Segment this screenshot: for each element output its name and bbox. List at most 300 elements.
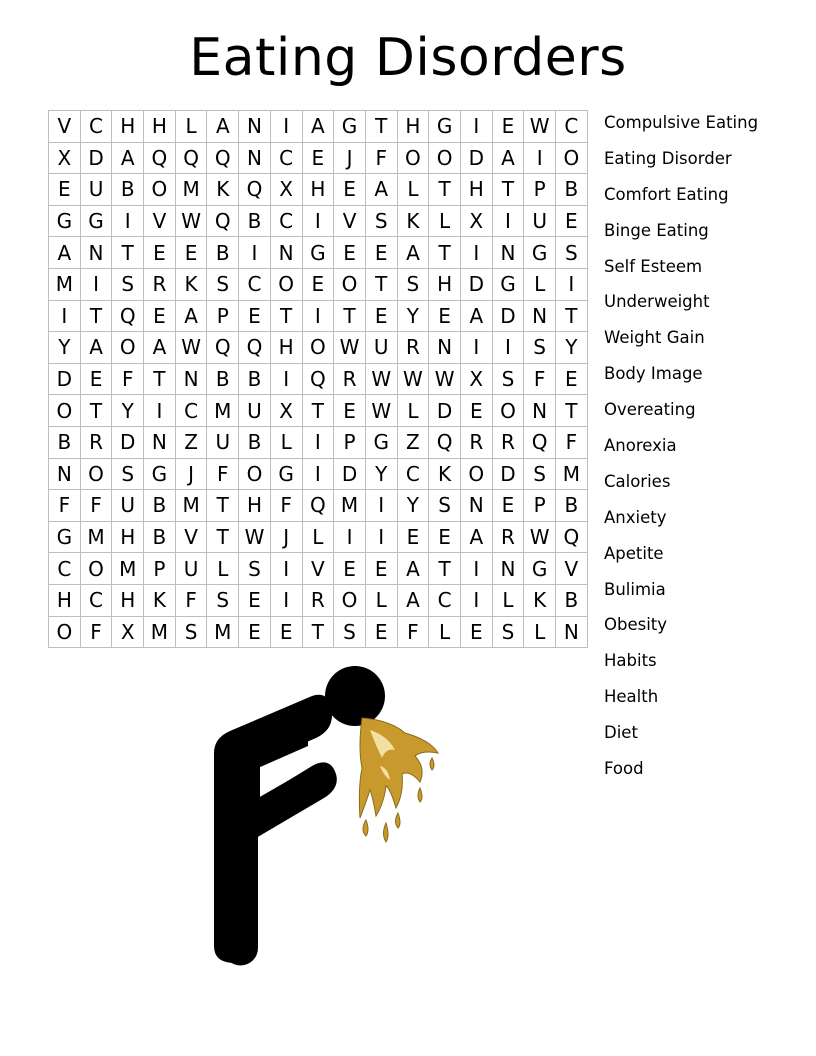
grid-cell: W: [429, 363, 461, 395]
word-list-item: Apetite: [604, 543, 664, 563]
grid-cell: W: [365, 363, 397, 395]
grid-cell: B: [239, 426, 271, 458]
grid-cell: U: [175, 553, 207, 585]
grid-row: [49, 142, 588, 174]
grid-cell: E: [334, 553, 366, 585]
grid-cell: L: [429, 205, 461, 237]
grid-cell: K: [175, 268, 207, 300]
grid-cell: B: [144, 521, 176, 553]
grid-cell: H: [112, 521, 144, 553]
grid-cell: N: [239, 142, 271, 174]
grid-cell: C: [270, 205, 302, 237]
grid-cell: S: [207, 584, 239, 616]
grid-cell: R: [144, 268, 176, 300]
grid-cell: D: [460, 142, 492, 174]
grid-cell: I: [460, 332, 492, 364]
grid-cell: W: [175, 332, 207, 364]
grid-row: [49, 395, 588, 427]
grid-cell: Q: [207, 205, 239, 237]
grid-cell: V: [334, 205, 366, 237]
figure-torso-arm: [214, 695, 337, 963]
grid-cell: Q: [556, 521, 588, 553]
word-list-item: Calories: [604, 471, 671, 491]
grid-cell: C: [239, 268, 271, 300]
grid-row: [49, 426, 588, 458]
grid-cell: E: [334, 237, 366, 269]
grid-cell: O: [492, 395, 524, 427]
grid-cell: F: [524, 363, 556, 395]
grid-cell: A: [460, 300, 492, 332]
grid-cell: G: [270, 458, 302, 490]
grid-cell: E: [365, 553, 397, 585]
grid-row: [49, 332, 588, 364]
word-list-item: Body Image: [604, 364, 703, 384]
grid-cell: P: [524, 490, 556, 522]
grid-cell: I: [460, 111, 492, 143]
grid-cell: M: [112, 553, 144, 585]
grid-cell: V: [175, 521, 207, 553]
grid-cell: G: [49, 205, 81, 237]
grid-cell: F: [112, 363, 144, 395]
grid-cell: Q: [239, 332, 271, 364]
word-list-item: Diet: [604, 723, 638, 743]
word-list-item: Health: [604, 687, 659, 707]
grid-cell: V: [556, 553, 588, 585]
grid-cell: A: [175, 300, 207, 332]
grid-cell: S: [556, 237, 588, 269]
grid-cell: C: [80, 111, 112, 143]
grid-cell: N: [492, 237, 524, 269]
grid-cell: E: [492, 490, 524, 522]
grid-cell: W: [397, 363, 429, 395]
grid-cell: A: [207, 111, 239, 143]
grid-cell: T: [429, 553, 461, 585]
grid-cell: T: [144, 363, 176, 395]
grid-cell: O: [270, 268, 302, 300]
grid-cell: K: [429, 458, 461, 490]
grid-row: [49, 584, 588, 616]
grid-cell: E: [144, 300, 176, 332]
grid-cell: F: [270, 490, 302, 522]
grid-cell: R: [334, 363, 366, 395]
grid-cell: T: [302, 395, 334, 427]
grid-cell: O: [460, 458, 492, 490]
grid-cell: A: [397, 237, 429, 269]
grid-cell: G: [144, 458, 176, 490]
grid-cell: V: [302, 553, 334, 585]
grid-cell: S: [112, 268, 144, 300]
grid-cell: Y: [397, 300, 429, 332]
grid-cell: E: [460, 616, 492, 648]
grid-cell: S: [524, 332, 556, 364]
grid-row: [49, 363, 588, 395]
grid-cell: E: [460, 395, 492, 427]
grid-cell: M: [207, 395, 239, 427]
grid-cell: T: [207, 490, 239, 522]
grid-cell: M: [175, 174, 207, 206]
grid-cell: R: [492, 426, 524, 458]
grid-cell: Q: [302, 363, 334, 395]
grid-cell: G: [80, 205, 112, 237]
grid-cell: I: [302, 426, 334, 458]
grid-cell: N: [492, 553, 524, 585]
grid-cell: I: [270, 584, 302, 616]
grid-cell: E: [49, 174, 81, 206]
grid-cell: I: [492, 332, 524, 364]
grid-cell: N: [429, 332, 461, 364]
grid-cell: C: [397, 458, 429, 490]
grid-cell: K: [207, 174, 239, 206]
grid-cell: A: [397, 553, 429, 585]
grid-cell: E: [429, 300, 461, 332]
grid-cell: Q: [524, 426, 556, 458]
grid-cell: C: [270, 142, 302, 174]
grid-cell: W: [239, 521, 271, 553]
grid-cell: S: [492, 363, 524, 395]
grid-cell: L: [175, 111, 207, 143]
figure-head: [325, 666, 385, 726]
grid-cell: E: [365, 616, 397, 648]
grid-cell: D: [492, 458, 524, 490]
grid-cell: G: [429, 111, 461, 143]
grid-cell: N: [175, 363, 207, 395]
grid-cell: S: [365, 205, 397, 237]
grid-cell: N: [239, 111, 271, 143]
word-list-item: Anxiety: [604, 507, 667, 527]
grid-cell: H: [112, 584, 144, 616]
grid-cell: E: [429, 521, 461, 553]
word-list-item: Food: [604, 759, 644, 779]
word-list-item: Anorexia: [604, 436, 677, 456]
grid-cell: S: [524, 458, 556, 490]
grid-cell: H: [49, 584, 81, 616]
grid-cell: F: [80, 490, 112, 522]
grid-cell: G: [524, 553, 556, 585]
grid-cell: S: [112, 458, 144, 490]
grid-cell: I: [365, 521, 397, 553]
grid-cell: M: [80, 521, 112, 553]
grid-cell: M: [556, 458, 588, 490]
grid-cell: W: [524, 521, 556, 553]
grid-cell: K: [397, 205, 429, 237]
grid-row: [49, 268, 588, 300]
grid-cell: E: [556, 205, 588, 237]
grid-cell: X: [460, 363, 492, 395]
word-list-item: Compulsive Eating: [604, 113, 759, 132]
grid-cell: H: [239, 490, 271, 522]
grid-cell: Z: [175, 426, 207, 458]
grid-row: [49, 111, 588, 143]
grid-cell: C: [429, 584, 461, 616]
grid-cell: Q: [175, 142, 207, 174]
grid-cell: A: [80, 332, 112, 364]
grid-cell: F: [207, 458, 239, 490]
grid-cell: Z: [397, 426, 429, 458]
page-title: Eating Disorders: [189, 28, 627, 88]
grid-cell: T: [365, 268, 397, 300]
grid-cell: R: [397, 332, 429, 364]
word-list-item: Self Esteem: [604, 256, 703, 276]
grid-cell: H: [302, 174, 334, 206]
grid-cell: O: [334, 268, 366, 300]
grid-cell: Y: [397, 490, 429, 522]
illustration-svg: [190, 658, 450, 968]
grid-cell: C: [49, 553, 81, 585]
grid-cell: X: [49, 142, 81, 174]
grid-cell: T: [80, 395, 112, 427]
grid-cell: E: [492, 111, 524, 143]
grid-cell: A: [49, 237, 81, 269]
grid-cell: D: [460, 268, 492, 300]
grid-cell: M: [144, 616, 176, 648]
grid-cell: E: [239, 300, 271, 332]
grid-cell: Q: [429, 426, 461, 458]
grid-cell: D: [49, 363, 81, 395]
grid-cell: I: [144, 395, 176, 427]
grid-cell: F: [80, 616, 112, 648]
grid-cell: Q: [207, 142, 239, 174]
grid-cell: U: [112, 490, 144, 522]
grid-cell: S: [207, 268, 239, 300]
grid-cell: U: [365, 332, 397, 364]
grid-cell: N: [80, 237, 112, 269]
grid-cell: G: [49, 521, 81, 553]
grid-row: [49, 205, 588, 237]
grid-cell: E: [365, 237, 397, 269]
grid-cell: B: [207, 363, 239, 395]
grid-cell: L: [429, 616, 461, 648]
grid-cell: J: [175, 458, 207, 490]
grid-cell: E: [556, 363, 588, 395]
grid-cell: S: [334, 616, 366, 648]
grid-cell: T: [207, 521, 239, 553]
grid-cell: I: [302, 205, 334, 237]
grid-cell: P: [207, 300, 239, 332]
grid-cell: V: [49, 111, 81, 143]
grid-cell: B: [144, 490, 176, 522]
grid-cell: B: [556, 490, 588, 522]
grid-cell: T: [112, 237, 144, 269]
grid-cell: W: [365, 395, 397, 427]
vomiting-person-icon: [190, 658, 450, 972]
grid-cell: U: [80, 174, 112, 206]
grid-cell: I: [49, 300, 81, 332]
grid-cell: I: [460, 237, 492, 269]
grid-cell: P: [334, 426, 366, 458]
grid-cell: Y: [365, 458, 397, 490]
grid-cell: S: [429, 490, 461, 522]
grid-cell: E: [302, 142, 334, 174]
word-list-item: Binge Eating: [604, 220, 709, 240]
grid-cell: L: [270, 426, 302, 458]
grid-cell: N: [49, 458, 81, 490]
grid-cell: R: [302, 584, 334, 616]
grid-cell: G: [365, 426, 397, 458]
grid-cell: A: [365, 174, 397, 206]
word-list-item: Underweight: [604, 292, 710, 312]
grid-cell: P: [524, 174, 556, 206]
grid-cell: L: [207, 553, 239, 585]
grid-cell: W: [175, 205, 207, 237]
grid-cell: M: [207, 616, 239, 648]
grid-cell: I: [334, 521, 366, 553]
grid-cell: N: [460, 490, 492, 522]
word-search-grid: [48, 110, 588, 648]
grid-cell: T: [492, 174, 524, 206]
grid-cell: B: [556, 174, 588, 206]
grid-cell: I: [302, 458, 334, 490]
grid-cell: T: [80, 300, 112, 332]
grid-cell: F: [49, 490, 81, 522]
grid-cell: L: [524, 268, 556, 300]
grid-cell: C: [175, 395, 207, 427]
grid-cell: T: [270, 300, 302, 332]
grid-cell: A: [492, 142, 524, 174]
grid-cell: T: [556, 395, 588, 427]
grid-cell: O: [80, 553, 112, 585]
grid-cell: L: [397, 395, 429, 427]
grid-cell: D: [429, 395, 461, 427]
grid-cell: B: [556, 584, 588, 616]
grid-cell: E: [397, 521, 429, 553]
grid-cell: N: [524, 395, 556, 427]
grid-cell: Q: [207, 332, 239, 364]
word-list-item: Bulimia: [604, 579, 666, 599]
grid-cell: N: [556, 616, 588, 648]
grid-cell: I: [556, 268, 588, 300]
grid-cell: I: [270, 111, 302, 143]
grid-cell: H: [429, 268, 461, 300]
grid-row: [49, 237, 588, 269]
grid-cell: F: [397, 616, 429, 648]
word-list-item: Weight Gain: [604, 328, 705, 348]
grid-cell: A: [397, 584, 429, 616]
grid-cell: I: [302, 300, 334, 332]
grid-cell: W: [334, 332, 366, 364]
grid-cell: O: [49, 395, 81, 427]
grid-cell: E: [144, 237, 176, 269]
grid-cell: E: [175, 237, 207, 269]
grid-cell: R: [80, 426, 112, 458]
grid-cell: O: [144, 174, 176, 206]
word-list-item: Comfort Eating: [604, 184, 729, 204]
grid-cell: L: [397, 174, 429, 206]
grid-row: [49, 616, 588, 648]
word-list-item: Overeating: [604, 400, 696, 420]
grid-cell: H: [270, 332, 302, 364]
grid-cell: S: [397, 268, 429, 300]
grid-cell: O: [429, 142, 461, 174]
grid-row: [49, 521, 588, 553]
grid-cell: X: [270, 174, 302, 206]
grid-cell: G: [334, 111, 366, 143]
grid-cell: L: [365, 584, 397, 616]
grid-cell: E: [365, 300, 397, 332]
grid-cell: E: [334, 174, 366, 206]
grid-cell: M: [49, 268, 81, 300]
grid-cell: N: [270, 237, 302, 269]
grid-cell: I: [524, 142, 556, 174]
grid-cell: O: [49, 616, 81, 648]
grid-cell: O: [302, 332, 334, 364]
grid-cell: S: [239, 553, 271, 585]
grid-cell: S: [175, 616, 207, 648]
grid-cell: H: [144, 111, 176, 143]
grid-cell: N: [524, 300, 556, 332]
grid-cell: K: [144, 584, 176, 616]
grid-cell: O: [556, 142, 588, 174]
grid-cell: I: [365, 490, 397, 522]
grid-cell: Y: [49, 332, 81, 364]
grid-cell: E: [239, 584, 271, 616]
grid-row: [49, 553, 588, 585]
grid-cell: I: [460, 584, 492, 616]
grid-cell: I: [239, 237, 271, 269]
grid-cell: A: [144, 332, 176, 364]
grid-cell: T: [334, 300, 366, 332]
grid-cell: B: [239, 205, 271, 237]
grid-cell: U: [207, 426, 239, 458]
grid-cell: O: [239, 458, 271, 490]
grid-row: [49, 490, 588, 522]
grid-cell: Y: [112, 395, 144, 427]
grid-cell: B: [112, 174, 144, 206]
grid-cell: X: [112, 616, 144, 648]
grid-cell: F: [556, 426, 588, 458]
word-list-item: Obesity: [604, 615, 668, 635]
grid-cell: B: [239, 363, 271, 395]
grid-cell: I: [460, 553, 492, 585]
grid-cell: B: [207, 237, 239, 269]
grid-cell: H: [112, 111, 144, 143]
grid-cell: O: [112, 332, 144, 364]
grid-cell: C: [80, 584, 112, 616]
grid-cell: V: [144, 205, 176, 237]
grid-cell: Y: [556, 332, 588, 364]
grid-cell: O: [80, 458, 112, 490]
vomit-stream: [359, 718, 438, 842]
grid-cell: Q: [144, 142, 176, 174]
grid-cell: L: [492, 584, 524, 616]
grid-cell: D: [112, 426, 144, 458]
grid-cell: E: [239, 616, 271, 648]
grid-cell: S: [492, 616, 524, 648]
grid-cell: T: [556, 300, 588, 332]
grid-cell: B: [49, 426, 81, 458]
grid-cell: G: [492, 268, 524, 300]
grid-cell: T: [429, 174, 461, 206]
grid-cell: E: [334, 395, 366, 427]
grid-row: [49, 174, 588, 206]
grid-cell: T: [429, 237, 461, 269]
grid-cell: D: [80, 142, 112, 174]
grid-cell: A: [302, 111, 334, 143]
grid-cell: N: [144, 426, 176, 458]
grid-row: [49, 458, 588, 490]
grid-cell: C: [556, 111, 588, 143]
grid-cell: D: [492, 300, 524, 332]
grid-cell: I: [80, 268, 112, 300]
grid-row: [49, 300, 588, 332]
grid-cell: O: [397, 142, 429, 174]
grid-cell: E: [302, 268, 334, 300]
grid-cell: T: [302, 616, 334, 648]
grid-cell: M: [334, 490, 366, 522]
word-list-item: Eating Disorder: [604, 148, 732, 168]
grid-cell: E: [80, 363, 112, 395]
grid-cell: X: [460, 205, 492, 237]
grid-cell: R: [492, 521, 524, 553]
